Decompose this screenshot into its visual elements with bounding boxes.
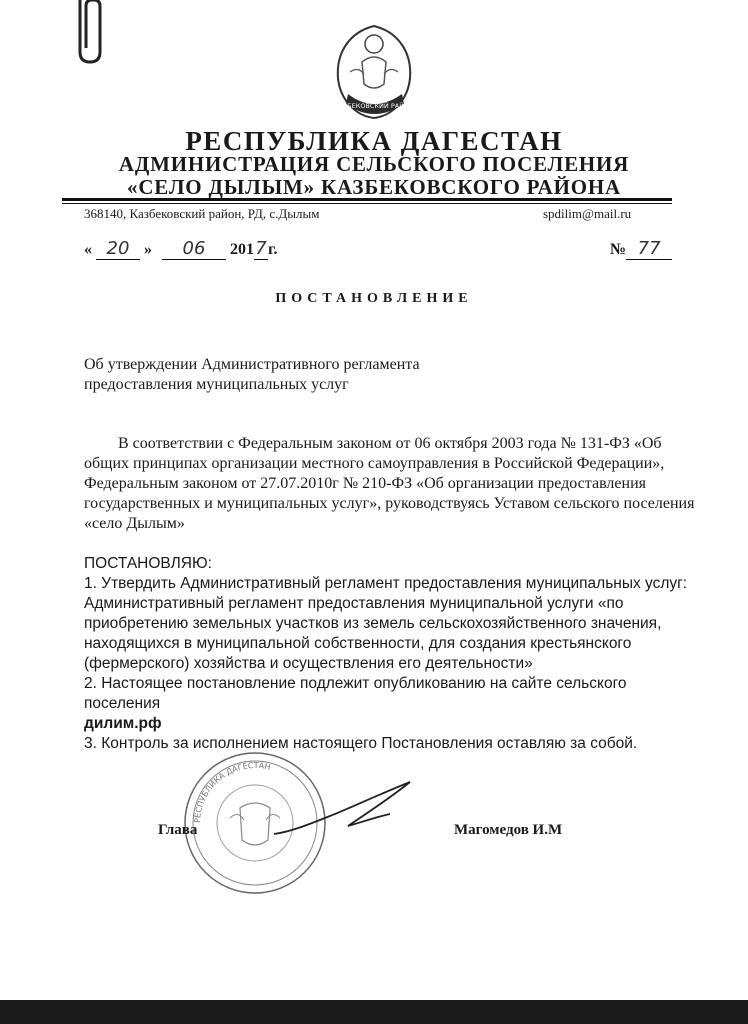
signature-position: Глава [158, 822, 198, 838]
item-2: 2. Настоящее постановление подлежит опубликованию на сайте сельского поселения [84, 675, 627, 712]
address-text: 368140, Казбековский район, РД, с.Дылым [84, 206, 320, 221]
document-number [610, 238, 672, 260]
date-year-prefix: 201 [230, 241, 254, 258]
signatory-name: Магомедов И.М [454, 822, 563, 838]
seal-text: РЕСПУБЛИКА ДАГЕСТАН [192, 760, 272, 824]
preamble-paragraph: В соответствии с Федеральным законом от 06 октября 2003 года № 131-ФЗ «Об общих принципах организации местного самоуправления в Российской Федерации», Федеральным законом от 27.07.2010г № 210-ФЗ «Об организации предоставления государственных и муниципальных услуг», руководствуясь Уставом сельского поселения «село Дылым» [84, 435, 695, 532]
item-1-detail: Административный регламент предоставления муниципальной услуги «по приобретению земельных участков из земель сельскохозяйственного значения, находящихся в муниципальной собственности, для создания крестьянского (фермерского) хозяйства и осуществления его деятельности» [84, 595, 662, 672]
resolve-heading: ПОСТАНОВЛЯЮ: [84, 555, 212, 572]
paper-clip-icon [70, 0, 120, 70]
date-open-quote: « [84, 241, 92, 258]
date-line [84, 238, 277, 260]
emblem-icon [328, 22, 420, 122]
header-divider-thick [62, 198, 672, 201]
item-2-site: дилим.рф [84, 715, 162, 732]
document-subject [84, 355, 420, 395]
number-value: 77 [626, 238, 672, 260]
item-1: 1. Утвердить Административный регламент предоставления муниципальных услуг: [84, 575, 688, 592]
email-text: spdilim@mail.ru [543, 206, 632, 221]
date-day: 20 [96, 238, 140, 260]
republic-heading: РЕСПУБЛИКА ДАГЕСТАН [185, 126, 563, 156]
subject-line-1: Об утверждении Административного регламента [84, 356, 420, 373]
date-month: 06 [162, 238, 226, 260]
subject-line-2: предоставления муниципальных услуг [84, 376, 349, 393]
header-divider-thin [62, 203, 672, 204]
administration-heading: АДМИНИСТРАЦИЯ СЕЛЬСКОГО ПОСЕЛЕНИЯ [118, 152, 630, 176]
date-close-quote: » [144, 241, 152, 258]
number-sign: № [610, 241, 627, 258]
scan-edge-bar [0, 1000, 748, 1024]
date-year-digit: 7 [255, 238, 267, 259]
date-suffix: г. [268, 241, 278, 258]
document-title: ПОСТАНОВЛЕНИЕ [275, 291, 473, 306]
item-3: 3. Контроль за исполнением настоящего Постановления оставляю за собой. [84, 735, 638, 752]
emblem-caption: КАЗБЕКОВСКИЙ РАЙОН [333, 102, 415, 110]
handwritten-signature-icon [270, 776, 430, 846]
village-heading: «СЕЛО ДЫЛЫМ» КАЗБЕКОВСКОГО РАЙОНА [127, 175, 621, 199]
document-body [84, 434, 704, 754]
